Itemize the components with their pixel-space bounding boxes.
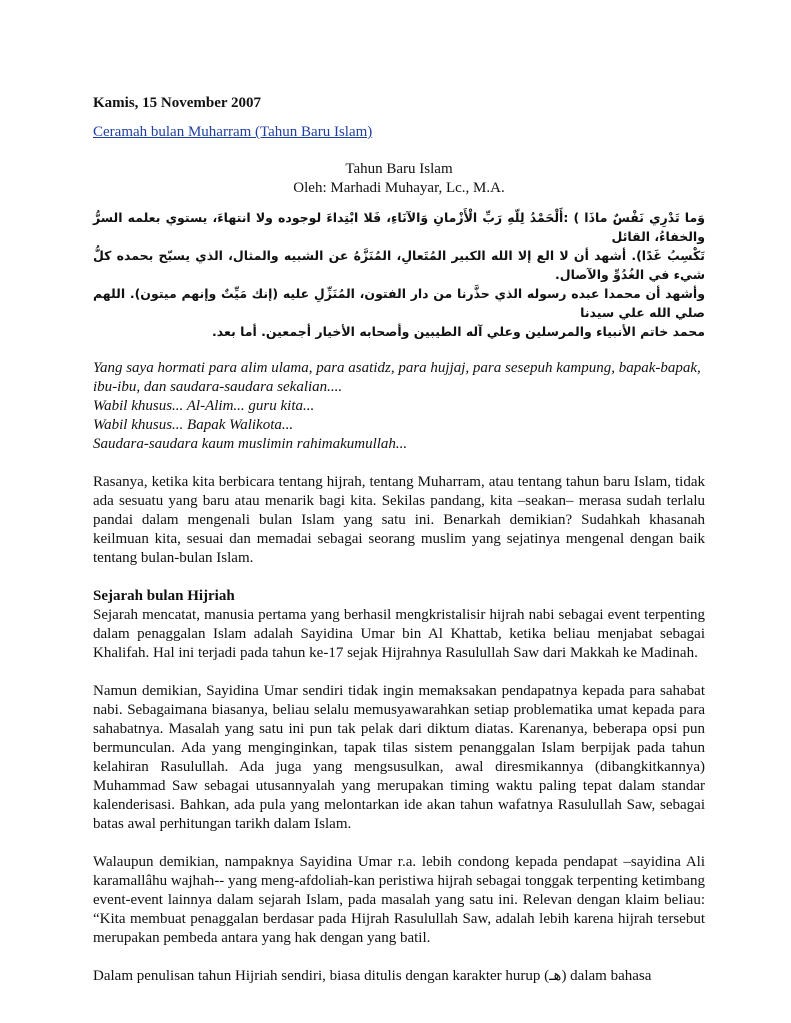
arabic-line: وأشهد أن محمدا عبده رسوله الذي حذَّرنا من دار الفتون، المُنَزِّلِ عليه (إنك مَيِّتٌ وإنهم ميتون). اللهم صلي الله علي سيدنا xyxy=(93,286,705,320)
paragraph-history: Sejarah mencatat, manusia pertama yang berhasil mengkristalisir hijrah nabi sebagai event terpenting dalam penaggalan Islam adalah Sayidina Umar bin Al Khattab, ketika beliau menjabat sebagai Khalifah. Hal ini terjadi pada tahun ke-17 sejak Hijrahnya Rasulullah Saw dari Makkah ke Madinah. xyxy=(93,607,705,661)
post-date: Kamis, 15 November 2007 xyxy=(93,95,262,111)
greeting-line: Yang saya hormati para alim ulama, para asatidz, para hujjaj, para sesepuh kampung, bapak-bapak, ibu-ibu, dan saudara-saudara sekalian.... xyxy=(93,360,701,395)
arabic-line: تَكْسِبُ غَدًا). أشهد أن لا الع إلا الله الكبير المُتَعالِ، المُنَزَّهُ عن الشبيه والمثال، الذي يسبّح بحمده كلُّ شيء في الغُدُوِّ والآصال. xyxy=(93,248,705,282)
post-title-link[interactable]: Ceramah bulan Muharram (Tahun Baru Islam) xyxy=(93,124,373,140)
arabic-opening xyxy=(93,208,705,341)
greeting-line: Wabil khusus... Bapak Walikota... xyxy=(93,417,294,433)
section-heading: Sejarah bulan Hijriah xyxy=(93,588,235,604)
paragraph-intro: Rasanya, ketika kita berbicara tentang hijrah, tentang Muharram, atau tentang tahun baru Islam, tidak ada sesuatu yang baru atau menarik bagi kita. Sekilas pandang, kita –seakan– merasa sudah terlalu pandai dalam mengenali bulan Islam yang satu ini. Benarkah demikian? Sudahkah khasanah keilmuan kita, sesuai dan memadai sebagai seorang muslim yang sejatinya mengenal dengan baik tentang bulan-bulan Islam. xyxy=(93,474,705,566)
article-title: Tahun Baru Islam xyxy=(345,161,453,177)
article-author: Oleh: Marhadi Muhayar, Lc., M.A. xyxy=(293,180,505,196)
post-title xyxy=(93,123,705,142)
document-content xyxy=(93,94,705,986)
paragraph-opinions: Namun demikian, Sayidina Umar sendiri tidak ingin memaksakan pendapatnya kepada para sahabat nabi. Sebagaimana biasanya, beliau selalu memusyawarahkan setiap problematika umat kepada para sahabatnya. Masalah yang satu ini pun tak pelak dari diktum diatas. Karenanya, beberapa opsi pun bermunculan. Ada yang menginginkan, tapak tilas sistem penanggalan Islam berpijak pada tahun kelahiran Rasulullah. Ada juga yang mengsusulkan, awal diresmikannya (dibangkitkannya) Muhammad Saw sebagai utusannyalah yang merupakan timing waktu paling tepat dalam standar kalenderisasi. Bahkan, ada pula yang melontarkan ide akan tahun wafatnya Rasulullah Saw, sebagai batas awal perhitungan tarikh dalam Islam. xyxy=(93,683,705,832)
greeting-line: Saudara-saudara kaum muslimin rahimakumullah... xyxy=(93,436,408,452)
arabic-line: وَما تَدْرِي نَفْسٌ ماذَا ) :أَلْحَمْدُ لِلّهِ رَبِّ الْأَزْمانِ وَالآنَاءِ، فَلا ابْتِداءَ لوجوده ولا انتهاءَ، يستوي بعلمه السرُّ والخفاءُ، القائل xyxy=(93,210,705,244)
paragraph-writing: Dalam penulisan tahun Hijriah sendiri, biasa ditulis dengan karakter hurup (هـ) dalam bahasa xyxy=(93,968,652,984)
greeting-line: Wabil khusus... Al-Alim... guru kita... xyxy=(93,398,315,414)
paragraph-ali: Walaupun demikian, nampaknya Sayidina Umar r.a. lebih condong kepada pendapat –sayidina Ali karamallâhu wajhah-- yang meng-afdoliah-kan peristiwa hijrah sebagai tonggak terpenting ketimbang event-event lainnya dalam sejarah Islam, pada masalah yang satu ini. Relevan dengan klaim beliau: “Kita membuat penaggalan berdasar pada Hijrah Rasulullah Saw, adalah lebih karena hijrah tersebut merupakan pembeda antara yang hak dengan yang batil. xyxy=(93,854,705,946)
greeting-block xyxy=(93,359,705,454)
arabic-line: محمد خاتم الأنبياء والمرسلين وعلي آله الطيبين وأصحابه الأخيار أجمعين. أما بعد. xyxy=(212,324,705,339)
